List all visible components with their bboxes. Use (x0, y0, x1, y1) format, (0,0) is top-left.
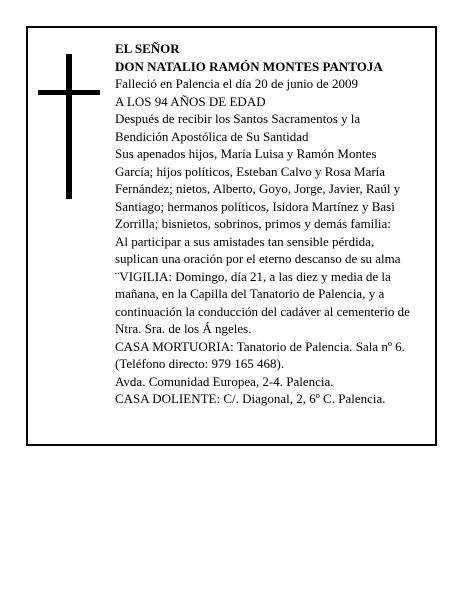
obituary-text (115, 40, 415, 408)
deceased-name: DON NATALIO RAMÓN MONTES PANTOJA (115, 58, 383, 74)
request-paragraph: Al participar a sus amistades tan sensible pérdida, suplican una oración por el eterno descanso de su alma (115, 233, 401, 266)
age-line: A LOS 94 AÑOS DE EDAD (115, 93, 266, 109)
vigil-paragraph: ¨VIGILIA: Domingo, día 21, a las diez y media de la mañana, en la Capilla del Tanatorio de Palencia, y a continuación la conducción del cadáver al cementerio de Ntra. Sra. de los Á ngeles. (115, 268, 414, 336)
death-info: Falleció en Palencia el día 20 de junio de 2009 (115, 76, 358, 91)
mortuary-paragraph: CASA MORTUORIA: Tanatorio de Palencia. Sala nº 6. (Teléfono directo: 979 165 468). (115, 338, 409, 371)
obituary-notice (26, 26, 437, 446)
grieving-house-line: CASA DOLIENTE: C/. Diagonal, 2, 6º C. Palencia. (115, 391, 386, 406)
cross-horizontal-bar (38, 90, 100, 95)
sacraments-paragraph: Después de recibir los Santos Sacramentos y la Bendición Apostólica de Su Santidad (115, 111, 364, 144)
title-line-1: EL SEÑOR (115, 41, 180, 56)
cross-icon (38, 54, 100, 199)
family-paragraph: Sus apenados hijos, María Luisa y Ramón Montes García; hijos políticos, Esteban Calvo y Rosa María Fernández; nietos, Alberto, Goyo, Jorge, Javier, Raúl y Santiago; hermanos políticos, Isidora Martínez y Basi Zorrilla; bisnietos, sobrinos, primos y demás familia: (115, 146, 404, 231)
cross-vertical-bar (66, 54, 72, 199)
address-line: Avda. Comunidad Europea, 2-4. Palencia. (115, 373, 334, 389)
